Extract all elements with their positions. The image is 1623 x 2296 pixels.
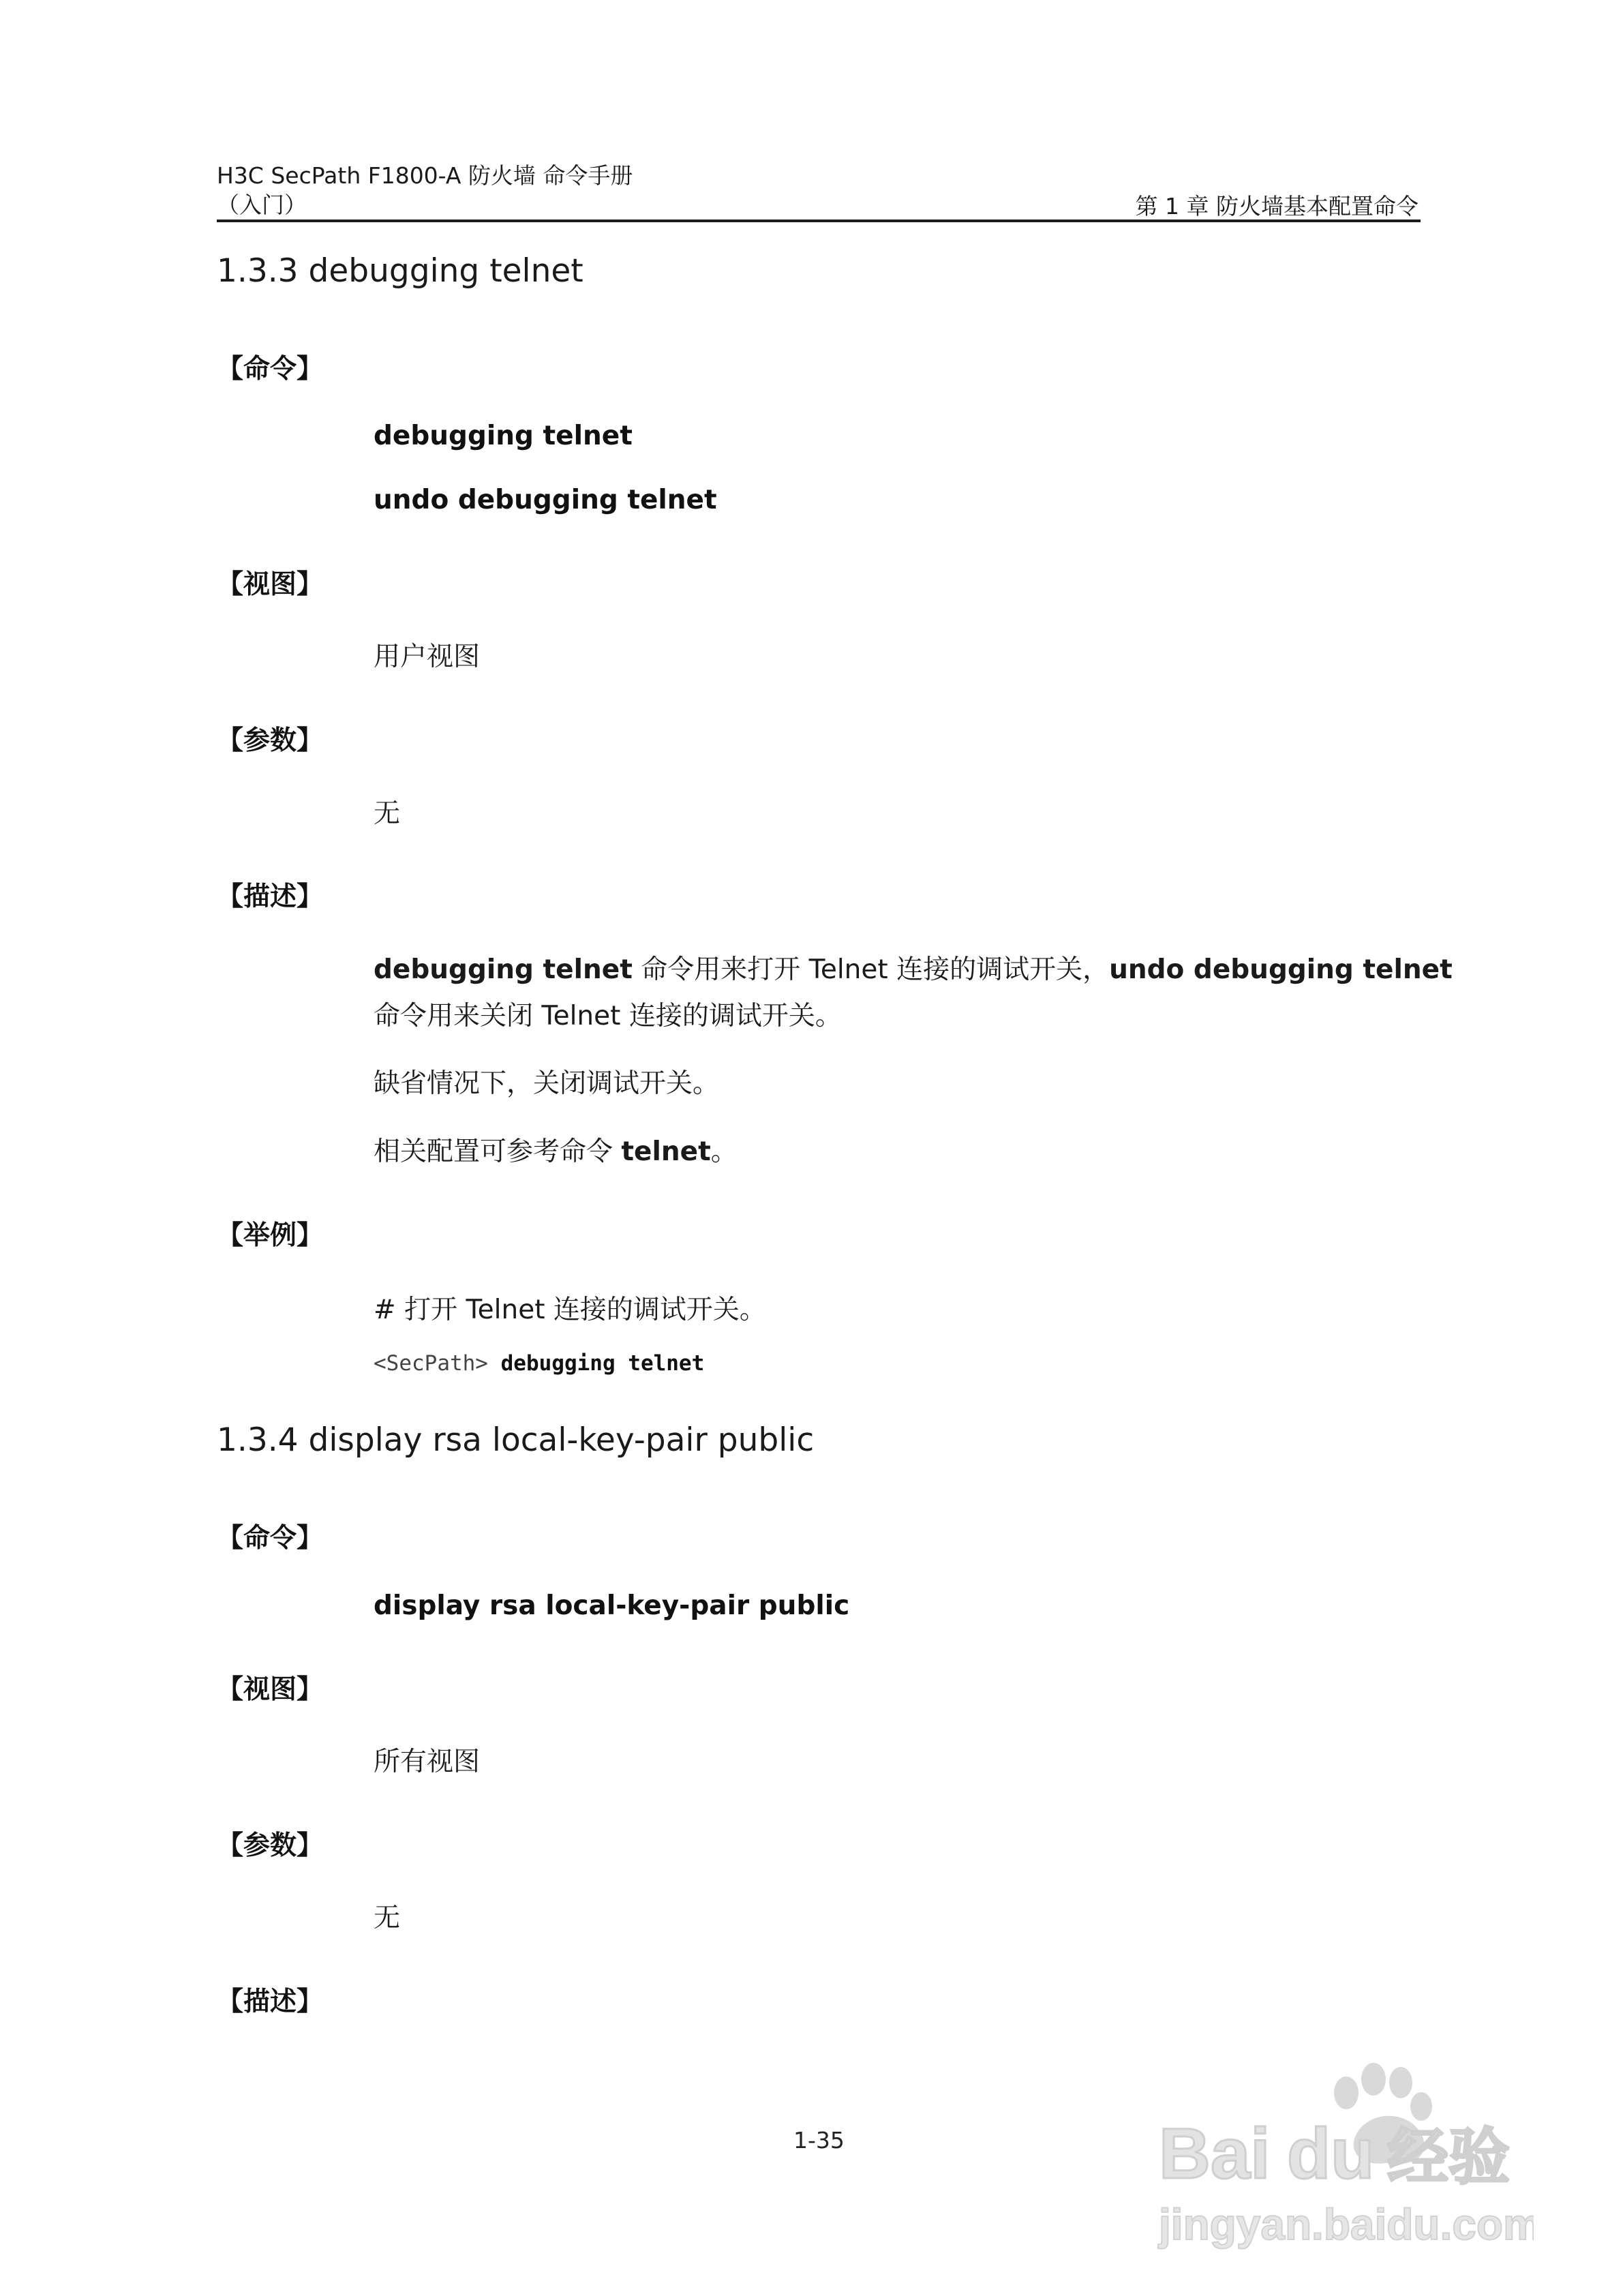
view-text: 所有视图 <box>374 1747 481 1777</box>
watermark-brand: Bai <box>1159 2114 1271 2194</box>
desc-command: telnet <box>621 1136 711 1167</box>
desc-label: 【描述】 <box>217 881 324 912</box>
command-syntax: display rsa local-key-pair public <box>374 1590 850 1621</box>
command-label: 【命令】 <box>217 354 324 384</box>
view-label: 【视图】 <box>217 569 324 600</box>
header-chapter: 第 1 章 防火墙基本配置命令 <box>1135 193 1419 220</box>
desc-command: debugging telnet <box>374 954 633 985</box>
desc-default: 缺省情况下，关闭调试开关。 <box>374 1068 720 1099</box>
desc-command: undo debugging telnet <box>1109 954 1453 985</box>
command-label: 【命令】 <box>217 1523 324 1554</box>
desc-text: 。 <box>710 1136 738 1167</box>
watermark-brand2: du <box>1287 2114 1375 2194</box>
params-text: 无 <box>374 1903 401 1933</box>
desc-related <box>374 1130 738 1168</box>
header-title: H3C SecPath F1800-A 防火墙 命令手册 <box>217 162 633 189</box>
example-code <box>374 1351 704 1376</box>
desc-text: 命令用来打开 Telnet 连接的调试开关， <box>632 954 1110 985</box>
view-label: 【视图】 <box>217 1674 324 1705</box>
header-rule <box>217 220 1421 222</box>
section-heading: 1.3.4 display rsa local-key-pair public <box>217 1421 815 1459</box>
page-number: 1-35 <box>793 2127 845 2154</box>
view-text: 用户视图 <box>374 641 481 672</box>
command-syntax: debugging telnet <box>374 421 633 451</box>
command-syntax: undo debugging telnet <box>374 485 717 515</box>
params-label: 【参数】 <box>217 725 324 756</box>
paw-icon <box>1152 2052 1534 2256</box>
watermark-url: jingyan.baidu.com <box>1159 2200 1534 2249</box>
section-heading: 1.3.3 debugging telnet <box>217 252 583 290</box>
desc-text: 命令用来关闭 Telnet 连接的调试开关。 <box>374 1001 842 1031</box>
desc-label: 【描述】 <box>217 1987 324 2017</box>
example-comment: # 打开 Telnet 连接的调试开关。 <box>374 1295 766 1325</box>
params-text: 无 <box>374 798 401 829</box>
desc-text: 相关配置可参考命令 <box>374 1136 622 1167</box>
code-prompt: <SecPath> <box>374 1351 501 1376</box>
params-label: 【参数】 <box>217 1830 324 1861</box>
example-label: 【举例】 <box>217 1220 324 1251</box>
code-command: debugging telnet <box>500 1351 705 1376</box>
header-subtitle: （入门） <box>217 192 307 218</box>
baidu-watermark <box>1152 2052 1534 2256</box>
desc-paragraph <box>374 948 1453 986</box>
watermark-brand-cn: 经验 <box>1387 2121 1510 2193</box>
